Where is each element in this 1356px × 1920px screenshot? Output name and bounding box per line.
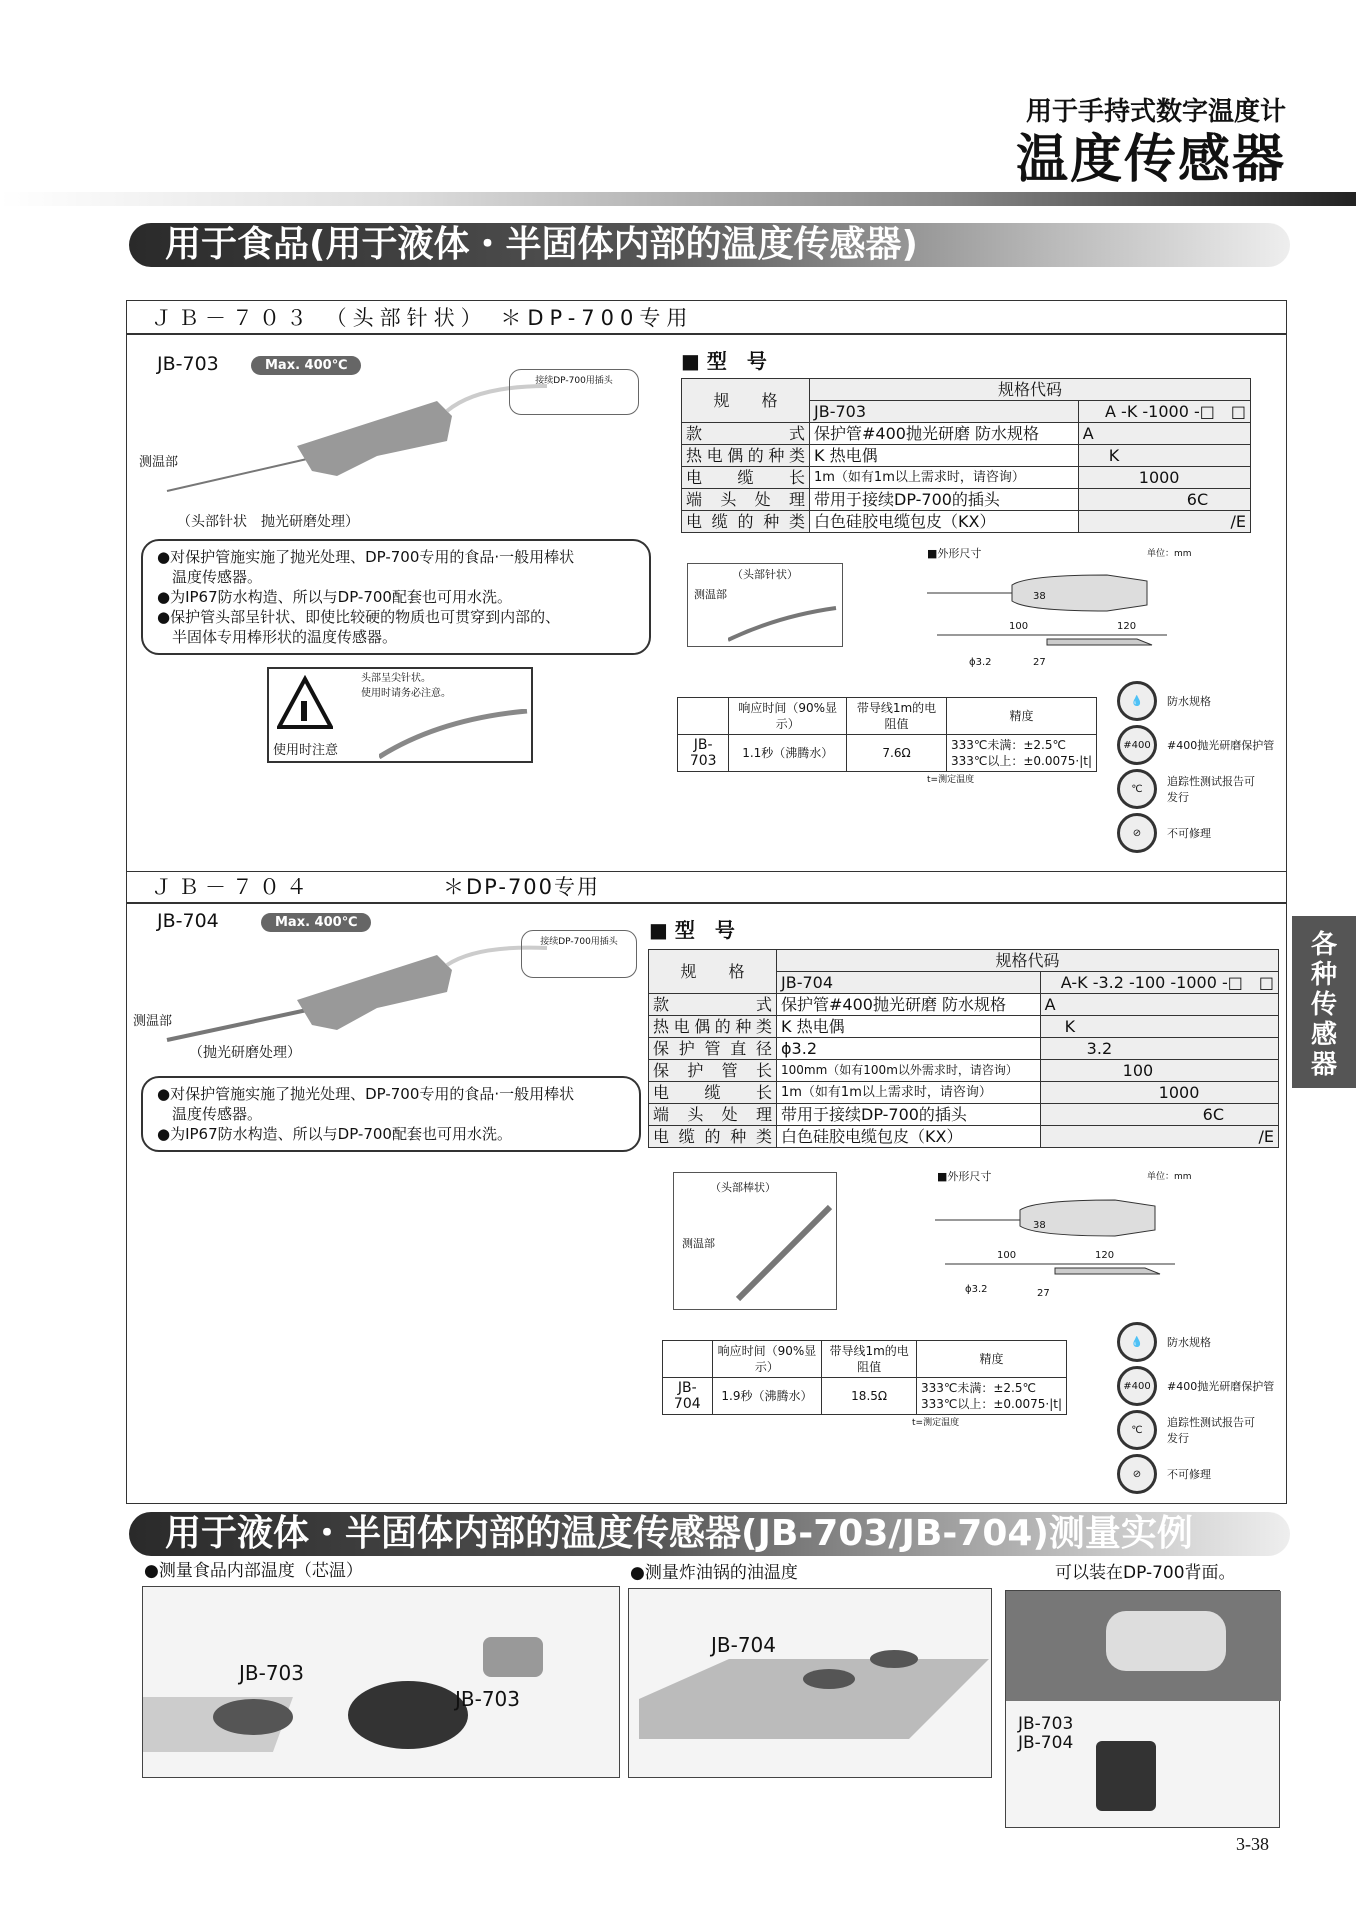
note-line: 温度传感器。 xyxy=(157,1105,263,1123)
table-row: 电 缆 长 1m（如有1m以上需求时，请咨询） 1000 xyxy=(682,467,1251,489)
table-row: 热电偶的种类 K 热电偶 K xyxy=(649,1016,1279,1038)
connector-callout: 接续DP-700用插头 xyxy=(509,369,639,415)
warning-triangle-icon xyxy=(277,675,333,731)
max-temp-badge: Max. 400℃ xyxy=(261,913,371,932)
jb704-model: JB-704 xyxy=(157,910,219,932)
jb703-model: JB-703 xyxy=(157,353,219,375)
table-row: 端 头 处 理 带用于接续DP-700的插头 6C xyxy=(682,489,1251,511)
note-line: ●对保护管施实施了抛光处理、DP-700专用的食品·一般用棒状 xyxy=(157,548,575,566)
photo-label: JB-703 xyxy=(239,1661,305,1685)
performance-table: 响应时间（90%显示） 带导线1m的电阻值 精度 JB-703 1.1秒（沸腾水） 7.6Ω 333℃未满：±2.5℃ 333℃以上：±0.0075·|t| xyxy=(677,697,1097,772)
note-line: ●为IP67防水构造、所以与DP-700配套也可用水洗。 xyxy=(157,1125,512,1143)
header-gradient-bar xyxy=(0,192,1356,206)
polish-400-icon: #400 xyxy=(1117,725,1157,765)
dim-100: 100 xyxy=(1009,621,1029,632)
side-tab-sensors: 各种传感器 xyxy=(1292,916,1356,1088)
photo-label: JB-704 xyxy=(711,1633,777,1657)
table-row: JB-703 1.1秒（沸腾水） 7.6Ω 333℃未满：±2.5℃ 333℃以上：±0.0075·|t| xyxy=(678,735,1097,772)
spec-header: 规格代码 xyxy=(810,379,1251,401)
no-repair-icon: ⊘ xyxy=(1117,1454,1157,1494)
max-temp-badge: Max. 400℃ xyxy=(251,356,361,375)
perf-note: t=测定温度 xyxy=(927,775,975,785)
warning-box xyxy=(267,667,533,763)
example-caption-3: 可以装在DP-700背面。 xyxy=(1055,1563,1236,1583)
photo-label: JB-703 JB-704 xyxy=(1018,1714,1074,1753)
example-photo-mounted xyxy=(1005,1590,1280,1828)
waterproof-icon: 💧 xyxy=(1117,681,1157,721)
spec-header: 规 格 xyxy=(682,379,810,423)
header-subtitle: 用于手持式数字温度计 xyxy=(1025,97,1286,127)
dims-unit: 单位：mm xyxy=(1147,549,1192,559)
tip-title: （头部针状） xyxy=(732,568,798,581)
tip-detail-box xyxy=(687,563,843,647)
probe-caption: （头部针状 抛光研磨处理） xyxy=(177,514,359,530)
warning-label: 使用时注意 xyxy=(273,743,339,758)
type-title: ■ 型 号 xyxy=(681,349,767,373)
needle-tip-image xyxy=(379,709,529,759)
feature-notes xyxy=(141,539,651,655)
jb704-heading: ＪＢ－７０４ ＊DP-700专用 xyxy=(127,870,1286,904)
warning-text: 使用时请务必注意。 xyxy=(361,688,451,699)
table-row: 保 护 管 长 100mm（如有100m以外需求时，请咨询） 100 xyxy=(649,1060,1279,1082)
traceability-report-icon: ℃ xyxy=(1117,1410,1157,1450)
table-row: 电 缆 的 种 类 白色硅胶电缆包皮（KX） /E xyxy=(649,1126,1279,1148)
performance-block xyxy=(662,1340,1067,1429)
probe-label: 测温部 xyxy=(133,1014,173,1029)
connector-callout: 接续DP-700用插头 xyxy=(521,930,637,978)
waterproof-icon: 💧 xyxy=(1117,1322,1157,1362)
table-row: 电 缆 的 种 类 白色硅胶电缆包皮（KX） /E xyxy=(682,511,1251,533)
note-line: ●为IP67防水构造、所以与DP-700配套也可用水洗。 xyxy=(157,588,512,606)
table-row: 款 式 保护管#400抛光研磨 防水规格 A xyxy=(649,994,1279,1016)
section-banner-food: 用于食品(用于液体・半固体内部的温度传感器) xyxy=(129,223,1290,267)
rod-tip-image xyxy=(734,1203,834,1303)
table-row: JB-704 1.9秒（沸腾水） 18.5Ω 333℃未满：±2.5℃ 333℃以上：±0.0075·|t| xyxy=(663,1378,1067,1415)
spec-code: A -K -1000 -□ □ xyxy=(1078,401,1250,423)
feature-icons: 💧 防水规格 #400 #400抛光研磨保护管 ℃ 追踪性测试报告可发行 ⊘ 不可修理 xyxy=(1117,679,1274,855)
probe-caption: （抛光研磨处理） xyxy=(189,1045,301,1061)
needle-tip-image xyxy=(728,604,838,644)
note-line: 温度传感器。 xyxy=(157,568,263,586)
note-line: 半固体专用棒形状的温度传感器。 xyxy=(157,628,398,646)
no-repair-icon: ⊘ xyxy=(1117,813,1157,853)
page-number: 3-38 xyxy=(1236,1834,1269,1854)
example-photo-fryer xyxy=(628,1588,992,1778)
dim-27: 27 xyxy=(1033,657,1046,668)
example-caption-1: ●测量食品内部温度（芯温） xyxy=(144,1561,363,1581)
note-line: ●保护管头部呈针状、即使比较硬的物质也可贯穿到内部的、 xyxy=(157,608,561,626)
dim-38: 38 xyxy=(1033,591,1046,602)
traceability-report-icon: ℃ xyxy=(1117,769,1157,809)
jb703-section xyxy=(126,300,1287,872)
tip-detail-box: （头部棒状） 测温部 xyxy=(673,1172,837,1310)
example-photo-food xyxy=(142,1586,620,1778)
feature-icons: 💧 防水规格 #400 #400抛光研磨保护管 ℃ 追踪性测试报告可发行 ⊘ 不可修理 xyxy=(1117,1320,1274,1496)
table-row: 款 式 保护管#400抛光研磨 防水规格 A xyxy=(682,423,1251,445)
example-caption-2: ●测量炸油锅的油温度 xyxy=(630,1563,798,1583)
dim-120: 120 xyxy=(1117,621,1137,632)
jb704-section: ＪＢ－７０４ ＊DP-700专用 JB-704 Max. 400℃ 接续DP-700用插头 测温部 （抛光研磨处理） ●对保护管施实施了抛光处理、DP-700专用的食品·一般用棒状 温度传感器。 ●为IP67防水构造、所以与DP-700配套也可用水洗。 ■ 型 号 规 格 规格代码 JB-704 A-K -3.2 -100 -1000 -□ □ 款 式 保护管#400抛光研磨 防水规格 A 热电偶的种类 K 热电偶 K 保护管直径 ϕ3.2 3.2 保 护 管 长 100mm（如有100m以外需求时，请咨询） 100 电 缆 长 1m（如有1m以上需求时，请咨询） 1000 端 头 处 理 带用于接续DP-700的插头 6C 电 缆 的 种 类 白色硅胶电缆包皮（KX） /E （头部棒状） 测温部 ■外形尺寸 单位：mm 100 120 38 27 ϕ3.2 响应时间（90%显示） 带导线1m的电阻值 精度 JB-704 1.9秒（沸腾水） 18.5Ω 333℃未满：±2.5℃ 333℃以上：±0.0075·|t| t=测定温度 💧 防水规格 #400 #400抛光研磨保护管 ℃ 追踪性测试报告可发行 ⊘ 不可修理 xyxy=(126,870,1287,1504)
section-banner-examples: 用于液体・半固体内部的温度传感器(JB-703/JB-704)测量实例 xyxy=(129,1512,1290,1556)
dim-diameter: ϕ3.2 xyxy=(969,657,992,668)
performance-block xyxy=(677,697,1097,786)
dims-title: ■外形尺寸 xyxy=(927,547,982,560)
note-line: ●对保护管施实施了抛光处理、DP-700专用的食品·一般用棒状 xyxy=(157,1085,575,1103)
feature-notes xyxy=(141,1076,641,1152)
dimension-drawing xyxy=(927,563,1177,673)
jb703-heading: ＪＢ－７０３ （头部针状） ＊DP-700专用 xyxy=(127,301,1286,335)
tip-label: 测温部 xyxy=(694,588,727,601)
performance-table: 响应时间（90%显示） 带导线1m的电阻值 精度 JB-704 1.9秒（沸腾水） 18.5Ω 333℃未满：±2.5℃ 333℃以上：±0.0075·|t| xyxy=(662,1340,1067,1415)
spec-table xyxy=(681,378,1251,533)
photo-label: JB-703 xyxy=(455,1687,521,1711)
polish-400-icon: #400 xyxy=(1117,1366,1157,1406)
header-title: 温度传感器 xyxy=(1015,130,1286,190)
table-row: 端 头 处 理 带用于接续DP-700的插头 6C xyxy=(649,1104,1279,1126)
table-row: 电 缆 长 1m（如有1m以上需求时，请咨询） 1000 xyxy=(649,1082,1279,1104)
type-title: ■ 型 号 xyxy=(649,918,735,942)
perf-note: t=测定温度 xyxy=(912,1418,960,1428)
spec-table: 规 格 规格代码 JB-704 A-K -3.2 -100 -1000 -□ □ 款 式 保护管#400抛光研磨 防水规格 A 热电偶的种类 K 热电偶 K 保护管直径 ϕ3.2 3.2 保 护 管 长 100mm（如有100m以外需求时，请咨询） 100 电 缆 长 1m（如有1m以上需求时，请咨询） 1000 端 头 处 理 带用于接续DP-700的插头 6C 电 缆 的 种 类 白色硅胶电缆包皮（KX） /E xyxy=(648,949,1279,1148)
warning-text: 头部呈尖针状。 xyxy=(361,673,431,684)
probe-label: 测温部 xyxy=(139,455,179,470)
table-row: 保护管直径 ϕ3.2 3.2 xyxy=(649,1038,1279,1060)
table-row: 热电偶的种类 K 热电偶 K xyxy=(682,445,1251,467)
spec-model: JB-703 xyxy=(810,401,1079,423)
dimension-drawing xyxy=(935,1188,1185,1298)
